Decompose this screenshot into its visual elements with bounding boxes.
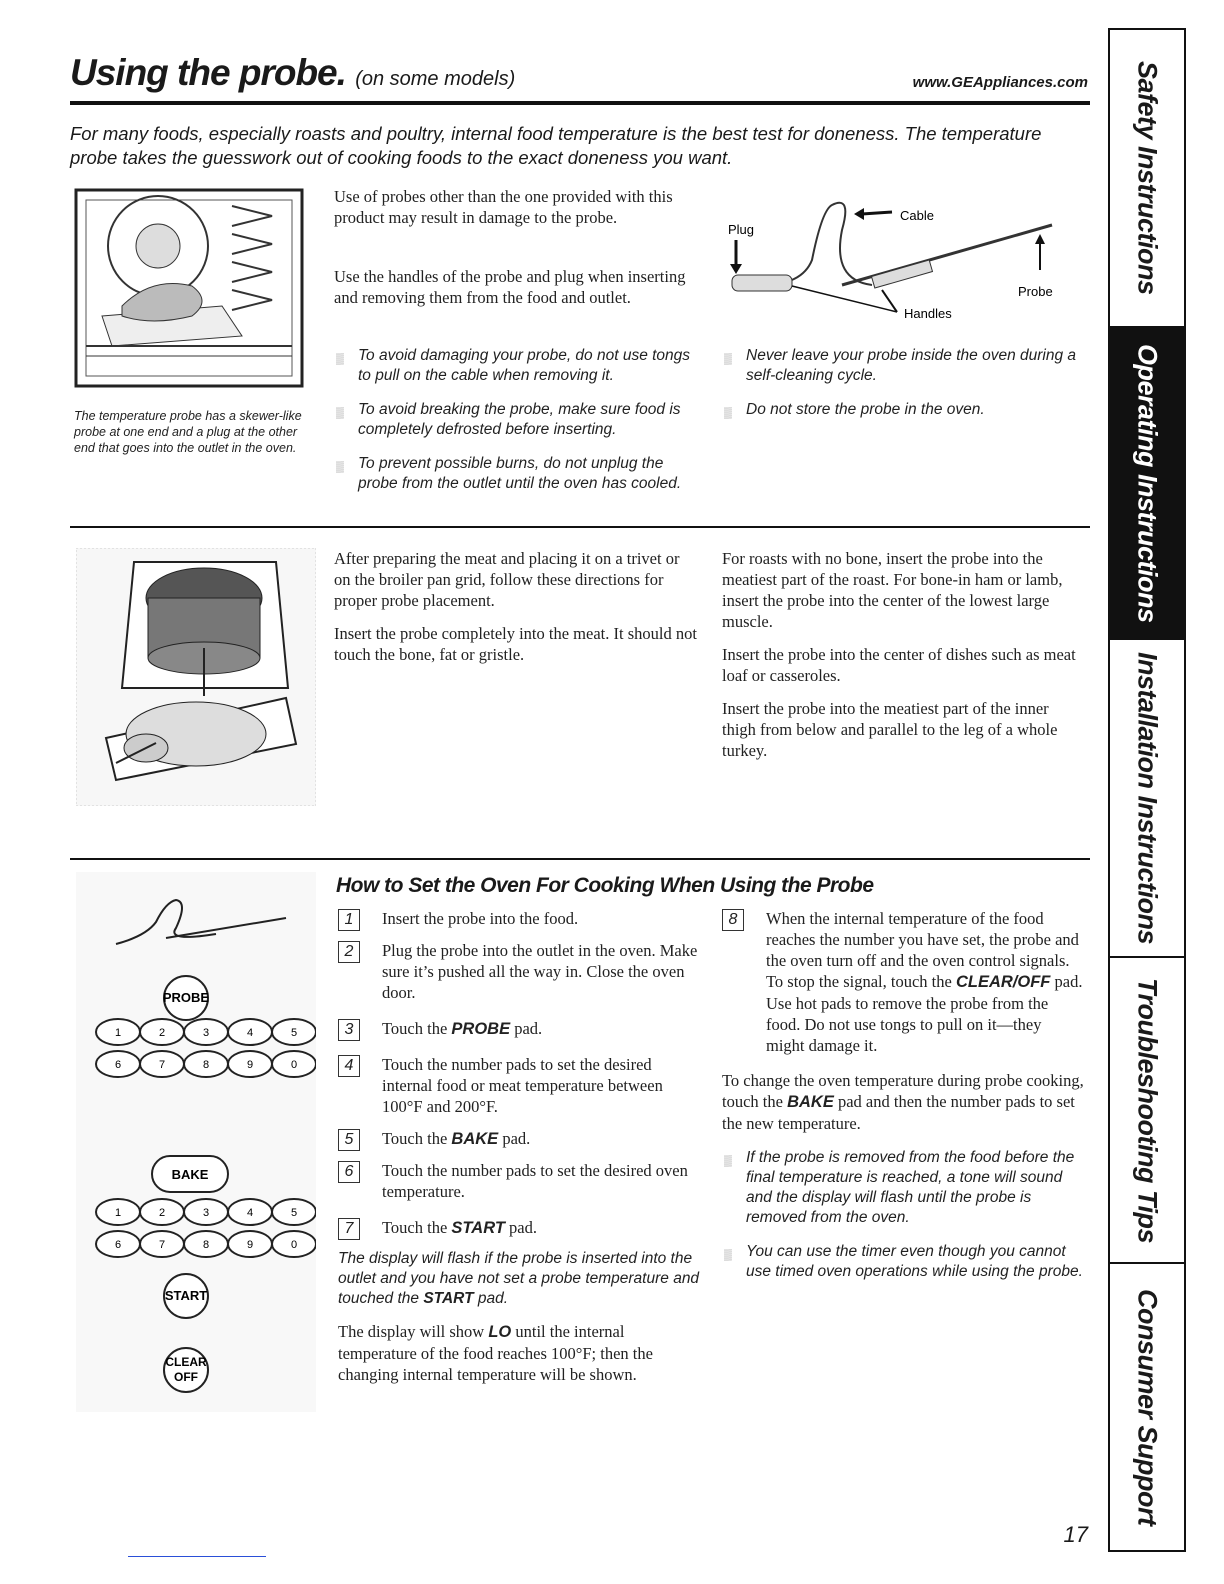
step-7: 7 Touch the START pad. [338, 1217, 702, 1239]
section2-para4: Insert the probe into the center of dishes such as meat loaf or casseroles. [722, 645, 1076, 685]
number-key-label: 0 [290, 1059, 298, 1071]
start-key-label: START [164, 1288, 208, 1303]
header-rule [70, 101, 1090, 105]
step-number: 8 [722, 909, 744, 931]
page-number: 17 [1063, 1522, 1088, 1547]
number-key-label: 5 [290, 1207, 298, 1219]
probe-key-label: PROBE [162, 990, 210, 1005]
clear-key-label: CLEAR [165, 1355, 207, 1369]
steps-list [338, 908, 702, 1239]
number-key-label: 2 [158, 1027, 166, 1039]
section1-para1: Use of probes other than the one provided with this product may result in damage to the probe. [334, 187, 673, 227]
caution-icon: ▒ [724, 1249, 732, 1261]
probe-notes [722, 1148, 1084, 1282]
number-key-label: 4 [246, 1027, 254, 1039]
note-item: ▒ Do not store the probe in the oven. [722, 400, 1082, 420]
probe-label: Probe [1018, 284, 1053, 299]
number-key-label: 8 [202, 1239, 210, 1251]
step-3: 3 Touch the PROBE pad. [338, 1018, 702, 1040]
note-item: ▒ To avoid damaging your probe, do not use tongs to pull on the cable when removing it. [336, 347, 691, 384]
step-number: 3 [338, 1019, 360, 1041]
step-1: 1 Insert the probe into the food. [338, 908, 702, 930]
number-key-label: 9 [246, 1059, 254, 1071]
cable-label: Cable [900, 208, 934, 223]
number-key-label: 8 [202, 1059, 210, 1071]
step-6: 6 Touch the number pads to set the desired oven temperature. [338, 1160, 702, 1203]
section-sidebar [1108, 28, 1186, 1552]
change-temp-text: To change the oven temperature during probe cooking, touch the BAKE pad and then the number pads to set the new temperature. [722, 1071, 1084, 1133]
number-key-label: 6 [114, 1059, 122, 1071]
caution-icon: ▒ [336, 353, 344, 365]
step-number: 4 [338, 1055, 360, 1077]
section2-para3: For roasts with no bone, insert the probe into the meatiest part of the roast. For bone-in ham or lamb, insert the probe into the center of the lowest large muscle. [722, 549, 1063, 631]
page-title [70, 52, 515, 94]
step-5: 5 Touch the BAKE pad. [338, 1128, 702, 1150]
caution-icon: ▒ [336, 407, 344, 419]
tab-installation-instructions[interactable]: Installation Instructions [1110, 640, 1184, 958]
keypad-illustration [76, 872, 316, 1412]
step-number: 7 [338, 1218, 360, 1240]
section2-para1: After preparing the meat and placing it on a trivet or on the broiler pan grid, follow these directions for proper probe placement. [334, 549, 680, 610]
figure-caption: The temperature probe has a skewer-like probe at one end and a plug at the other end that goes into the outlet in the oven. [74, 409, 302, 455]
handles-label: Handles [904, 306, 952, 321]
number-key-label: 0 [290, 1239, 298, 1251]
keypad-svg [76, 872, 316, 1412]
step-number: 1 [338, 909, 360, 931]
number-key-label: 1 [114, 1027, 122, 1039]
step-4: 4 Touch the number pads to set the desired internal food or meat temperature between 100°F and 200°F. [338, 1054, 702, 1118]
title-text: Using the probe. [70, 52, 346, 93]
step-8: 8 When the internal temperature of the food reaches the number you have set, the probe and the oven turn off and the oven control signals. To stop the signal, touch the CLEAR/OFF pad. Use hot pads to remove the probe from the food. Do not use tongs to pull on it—they might damage it. [722, 908, 1084, 1056]
caution-icon: ▒ [724, 1155, 732, 1167]
section-divider [70, 858, 1090, 860]
website-link[interactable]: www.GEAppliances.com [912, 74, 1088, 91]
section1-para2: Use the handles of the probe and plug when inserting and removing them from the food and outlet. [334, 267, 686, 307]
step-number: 6 [338, 1161, 360, 1183]
number-key-label: 3 [202, 1027, 210, 1039]
number-key-label: 1 [114, 1207, 122, 1219]
oven-probe-illustration [72, 186, 306, 396]
section-heading: How to Set the Oven For Cooking When Using the Probe [336, 874, 874, 897]
number-key-rows [96, 1019, 316, 1257]
tab-troubleshooting-tips[interactable]: Troubleshooting Tips [1110, 958, 1184, 1264]
caution-icon: ▒ [724, 407, 732, 419]
step-2: 2 Plug the probe into the outlet in the oven. Make sure it’s pushed all the way in. Close the oven door. [338, 940, 702, 1004]
off-key-label: OFF [174, 1370, 198, 1384]
note-item: ▒ Never leave your probe inside the oven during a self-cleaning cycle. [724, 347, 1077, 384]
section2-para2: Insert the probe completely into the meat. It should not touch the bone, fat or gristle. [334, 624, 697, 664]
note-item: ▒ If the probe is removed from the food before the final temperature is reached, a tone will sound and the display will flash until the probe is removed from the oven. [724, 1149, 1075, 1226]
tab-safety-instructions[interactable]: Safety Instructions [1110, 30, 1184, 328]
plug-label: Plug [728, 222, 755, 237]
lo-display-text: The display will show LO until the internal temperature of the food reaches 100°F; then the changing internal temperature will be shown. [338, 1322, 653, 1384]
caution-icon: ▒ [724, 353, 732, 365]
title-subtitle: (on some models) [355, 68, 516, 90]
roast-turkey-illustration [76, 548, 316, 806]
caution-icon: ▒ [336, 461, 344, 473]
note-item: ▒ You can use the timer even though you cannot use timed oven operations while using the probe. [724, 1243, 1083, 1280]
section2-left-column [334, 548, 700, 665]
number-key-label: 6 [114, 1239, 122, 1251]
number-key-label: 7 [158, 1239, 166, 1251]
number-key-label: 2 [158, 1207, 166, 1219]
number-key-label: 4 [246, 1207, 254, 1219]
step-number: 2 [338, 941, 360, 963]
note-item: ▒ To prevent possible burns, do not unplug the probe from the outlet until the oven has cooled. [336, 455, 682, 492]
section2-para5: Insert the probe into the meatiest part of the inner thigh from below and parallel to the leg of a whole turkey. [722, 699, 1058, 760]
bake-key-label: BAKE [171, 1167, 209, 1182]
steps-right-column [722, 908, 1084, 1282]
flash-note: The display will flash if the probe is inserted into the outlet and you have not set a probe temperature and touched the START pad. [338, 1250, 700, 1307]
number-key-label: 7 [158, 1059, 166, 1071]
number-key-label: 9 [246, 1239, 254, 1251]
note-item: ▒ To avoid breaking the probe, make sure food is completely defrosted before inserting. [336, 401, 681, 438]
number-key-label: 5 [290, 1027, 298, 1039]
probe-diagram [722, 190, 1072, 330]
right-notes [722, 346, 1082, 420]
intro-text: For many foods, especially roasts and poultry, internal food temperature is the best test for doneness. The temperature probe takes the guesswork out of cooking foods to the exact doneness you want. [70, 123, 1042, 168]
step-number: 5 [338, 1129, 360, 1151]
tab-consumer-support[interactable]: Consumer Support [1132, 1288, 1163, 1526]
tab-operating-instructions[interactable]: Operating Instructions [1110, 328, 1184, 640]
left-notes [334, 346, 704, 494]
footer-link-line [128, 1556, 266, 1557]
number-key-label: 3 [202, 1207, 210, 1219]
section2-right-column [722, 548, 1084, 761]
section-divider [70, 526, 1090, 528]
steps-left-column [338, 908, 702, 1385]
